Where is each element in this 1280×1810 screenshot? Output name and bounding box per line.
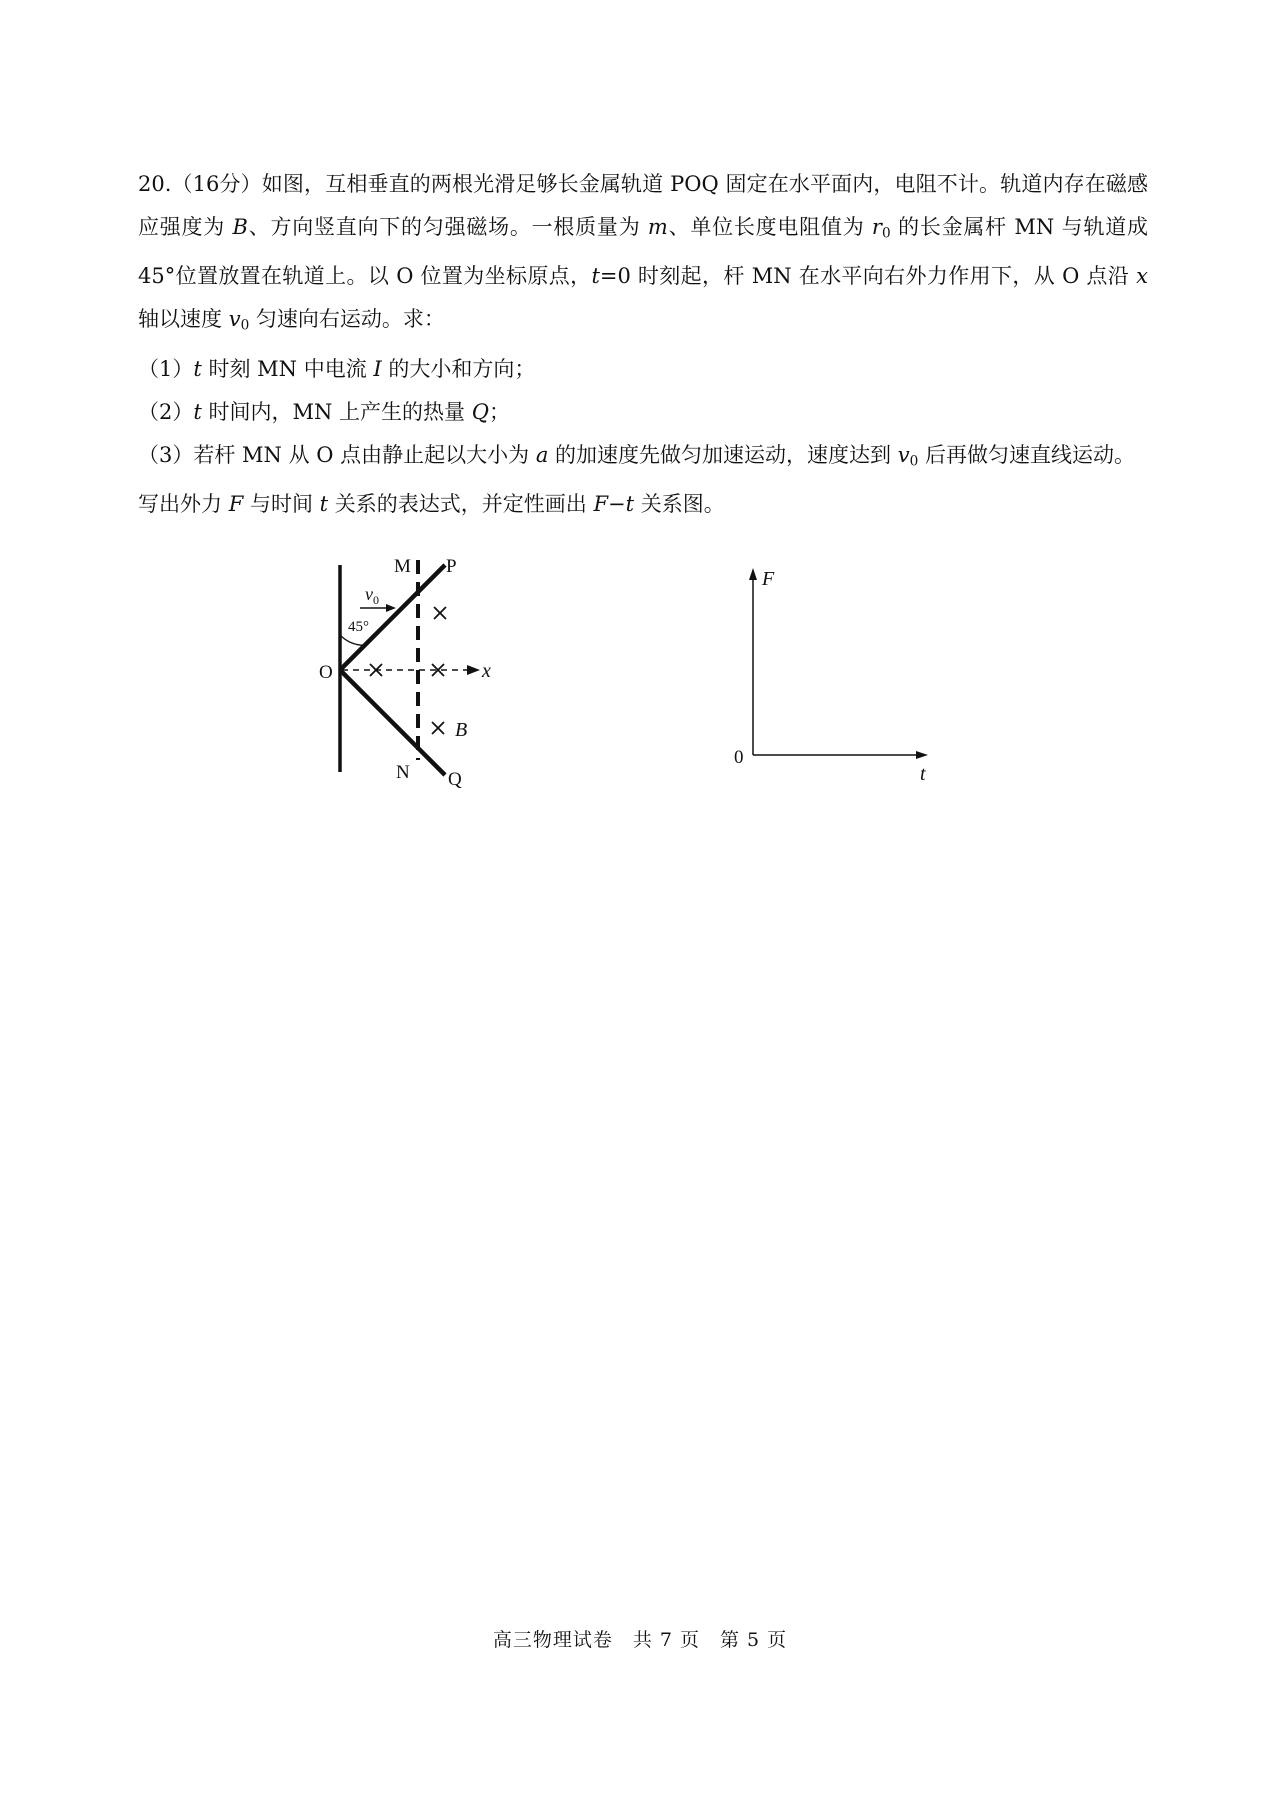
math-variable: t [319, 492, 329, 517]
label-velocity [365, 584, 379, 607]
velocity-arrowhead [386, 604, 396, 612]
math-variable: m [647, 215, 668, 239]
math-subscript: 0 [240, 317, 250, 334]
text-run: ； [488, 399, 510, 424]
f-t-axes [720, 560, 950, 790]
text-run: 关系的表达式，并定性画出 [328, 492, 594, 517]
math-variable: t [625, 492, 635, 517]
y-axis-arrowhead [749, 568, 757, 580]
question-2 [138, 391, 1148, 434]
label-n: N [396, 762, 410, 783]
label-angle: 45° [348, 619, 369, 635]
math-variable: a [535, 442, 549, 467]
problem-score: （16分） [171, 172, 262, 196]
page-footer: 高三物理试卷 共 7 页 第 5 页 [492, 1629, 788, 1651]
text-run: （1） [138, 356, 194, 381]
math-variable: v [228, 307, 241, 332]
math-subscript: 0 [909, 453, 919, 470]
label-x: x [482, 660, 491, 682]
math-variable: v [897, 442, 910, 467]
text-run: （3）若杆 MN 从 O 点由静止起以大小为 [138, 442, 536, 467]
rail-op [340, 565, 445, 670]
problem-intro [138, 163, 1148, 348]
origin-label: 0 [734, 747, 744, 768]
x-axis-label: t [920, 763, 926, 785]
math-variable: F [228, 492, 244, 517]
question-1 [138, 348, 1148, 391]
text-run: 、单位长度电阻值为 [667, 215, 872, 239]
math-variable: B [232, 215, 248, 239]
math-variable: r [871, 215, 882, 239]
label-p: P [446, 556, 457, 577]
field-cross-4 [432, 722, 444, 734]
text-run: 匀速向右运动。求： [249, 307, 445, 332]
label-velocity-subscript: 0 [373, 593, 379, 607]
text-run: 与时间 [243, 492, 320, 517]
label-q: Q [448, 769, 462, 790]
text-run: （2） [138, 399, 194, 424]
math-variable: Q [471, 399, 489, 424]
y-axis-label: F [762, 568, 775, 590]
label-velocity-symbol: v [365, 584, 373, 604]
text-run: =0 时刻起，杆 MN 在水平向右外力作用下，从 O 点沿 [599, 264, 1137, 289]
text-run: 轴以速度 [138, 307, 229, 332]
problem-20 [138, 163, 1148, 526]
text-run: 的大小和方向； [381, 356, 536, 381]
math-variable: I [373, 356, 382, 381]
math-variable: F [593, 492, 609, 517]
math-variable: t [193, 356, 202, 381]
label-o: O [319, 662, 333, 683]
math-subscript: 0 [881, 225, 891, 242]
x-axis-arrowhead [916, 751, 928, 759]
field-cross-1 [434, 607, 446, 619]
problem-statement [138, 172, 1148, 334]
text-run: 、方向竖直向下的匀强磁场。一根质量为 [247, 215, 648, 239]
f-t-graph [720, 560, 950, 790]
text-run: 后再做匀速直线运动。写出外力 [138, 442, 1135, 517]
text-run: 关系图。 [634, 492, 725, 517]
rail-oq [340, 670, 445, 775]
label-b: B [455, 719, 468, 741]
x-axis-arrowhead [467, 665, 480, 675]
text-run: 时刻 MN 中电流 [201, 356, 374, 381]
text-run: − [608, 492, 626, 517]
math-variable: t [591, 264, 600, 289]
question-3 [138, 434, 1148, 526]
rails-figure [310, 550, 530, 790]
text-run: 的长金属杆 MN 与轨道成 45°位置放置在轨道上。以 O 位置为坐标原点， [138, 215, 1148, 289]
label-m: M [394, 556, 411, 577]
text-run: 的加速度先做匀加速运动，速度达到 [548, 442, 898, 467]
text-run: 时间内，MN 上产生的热量 [201, 399, 472, 424]
rails-diagram [310, 550, 530, 790]
problem-number: 20. [138, 172, 172, 196]
math-variable: t [193, 399, 202, 424]
angle-arc [340, 635, 365, 645]
math-variable: x [1136, 264, 1148, 289]
text-run: 如图，互相垂直的两根光滑足够长金属轨道 POQ 固定在水平面内，电阻不计。轨道内存在磁感应强度为 [138, 172, 1148, 239]
